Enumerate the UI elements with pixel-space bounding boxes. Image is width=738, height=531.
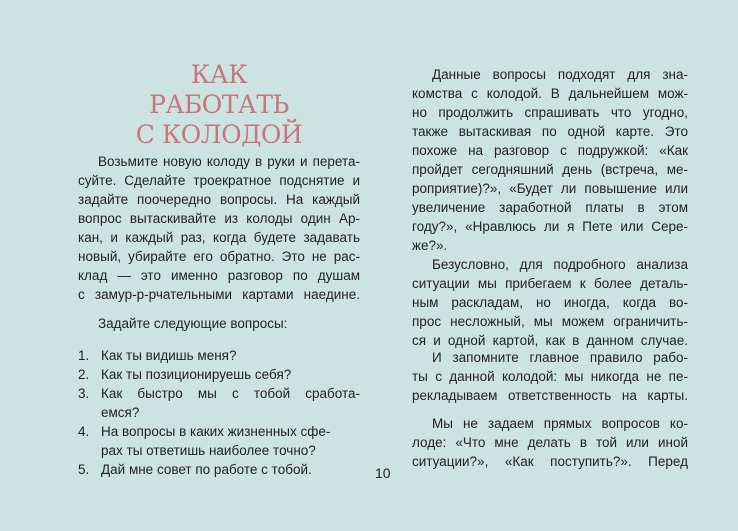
text-line: задайте поочередно вопросы. На каждый: [78, 192, 360, 207]
right-paragraph-4: [412, 414, 688, 471]
chapter-title-line: С КОЛОДОЙ: [135, 120, 303, 149]
right-paragraph-1: [412, 65, 688, 350]
text-line: ся и одной картой, как в данном случае.: [412, 333, 688, 348]
text-line: клад — это именно разговор по душам: [78, 268, 360, 283]
text-line: суйте. Сделайте троекратное подснятие и: [78, 173, 360, 188]
question-number: 2.: [78, 367, 90, 382]
text-line: пройдет сегодняшний день (встреча, ме-: [412, 162, 688, 177]
question-number: 5.: [78, 462, 90, 477]
question-item: [78, 365, 360, 384]
question-text: Как ты позиционируешь себя?: [101, 367, 292, 382]
text-line: комства с колодой. В дальнейшем мож-: [412, 86, 688, 101]
text-line: с замур-р-рчательными картами наедине.: [78, 287, 360, 302]
text-line: также вытаскивая по одной карте. Это: [412, 124, 688, 139]
questions-list: [78, 346, 360, 479]
text-line: ситуации?», «Как поступить?». Перед: [412, 454, 688, 469]
text-line: кан, и каждый раз, когда будете задавать: [78, 230, 360, 245]
text-line: новый, убирайте его обратно. Это не рас-: [78, 249, 360, 264]
right-paragraph-3: [412, 348, 688, 405]
text-line: но продолжить спрашивать что угодно,: [412, 105, 688, 120]
text-line: ты с данной колодой: мы никогда не пе-: [412, 369, 688, 384]
question-text: Дай мне совет по работе с тобой.: [101, 462, 312, 477]
questions-intro: [78, 314, 360, 333]
text-line: же?».: [412, 238, 448, 253]
text-line: ным раскладам, но иногда, когда во-: [412, 295, 688, 310]
question-item-continuation: [78, 441, 360, 460]
text-line: Данные вопросы подходят для зна-: [432, 67, 688, 82]
text-line: роприятие)?», «Будет ли повышение или: [412, 181, 688, 196]
text-line: Возьмите новую колоду в руки и перета-: [98, 154, 360, 169]
question-item: [78, 422, 360, 441]
text-line: Мы не задаем прямых вопросов ко-: [432, 416, 688, 431]
text-line: прос несложный, мы можем ограничить-: [412, 314, 688, 329]
question-number: 4.: [78, 424, 90, 439]
left-paragraph-1: [78, 152, 360, 304]
chapter-title-line: РАБОТАТЬ: [149, 90, 289, 119]
chapter-title-line: КАК: [190, 60, 248, 89]
text-line: ситуации мы прибегаем к более деталь-: [412, 276, 688, 291]
text-line: вопрос вытаскивайте из колоды один Ар-: [78, 211, 360, 226]
question-item: [78, 384, 360, 403]
question-text: рах ты ответишь наиболее точно?: [101, 443, 316, 458]
question-text: Как ты видишь меня?: [101, 348, 237, 363]
text-line: похоже на разговор с подружкой: «Как: [412, 143, 688, 158]
question-item-continuation: [78, 403, 360, 422]
question-number: 3.: [78, 386, 90, 401]
page-number: 10: [375, 465, 391, 481]
text-line: рекладываем ответственность на карты.: [412, 388, 688, 403]
question-text: Как быстро мы с тобой сработа-: [101, 386, 360, 401]
text-line: И запомните главное правило рабо-: [432, 350, 688, 365]
text-line: увеличение заработной платы в этом: [412, 200, 688, 215]
question-item: [78, 460, 360, 479]
question-number: 1.: [78, 348, 90, 363]
text-line: Задайте следующие вопросы:: [98, 316, 288, 331]
question-text: На вопросы в каких жизненных сфе-: [101, 424, 331, 439]
question-text: емся?: [101, 405, 140, 420]
text-line: году?», «Нравлюсь ли я Пете или Сере-: [412, 219, 688, 234]
text-line: лоде: «Что мне делать в той или иной: [412, 435, 688, 450]
question-item: [78, 346, 360, 365]
text-line: Безусловно, для подробного анализа: [432, 257, 688, 272]
chapter-title: [78, 60, 360, 150]
